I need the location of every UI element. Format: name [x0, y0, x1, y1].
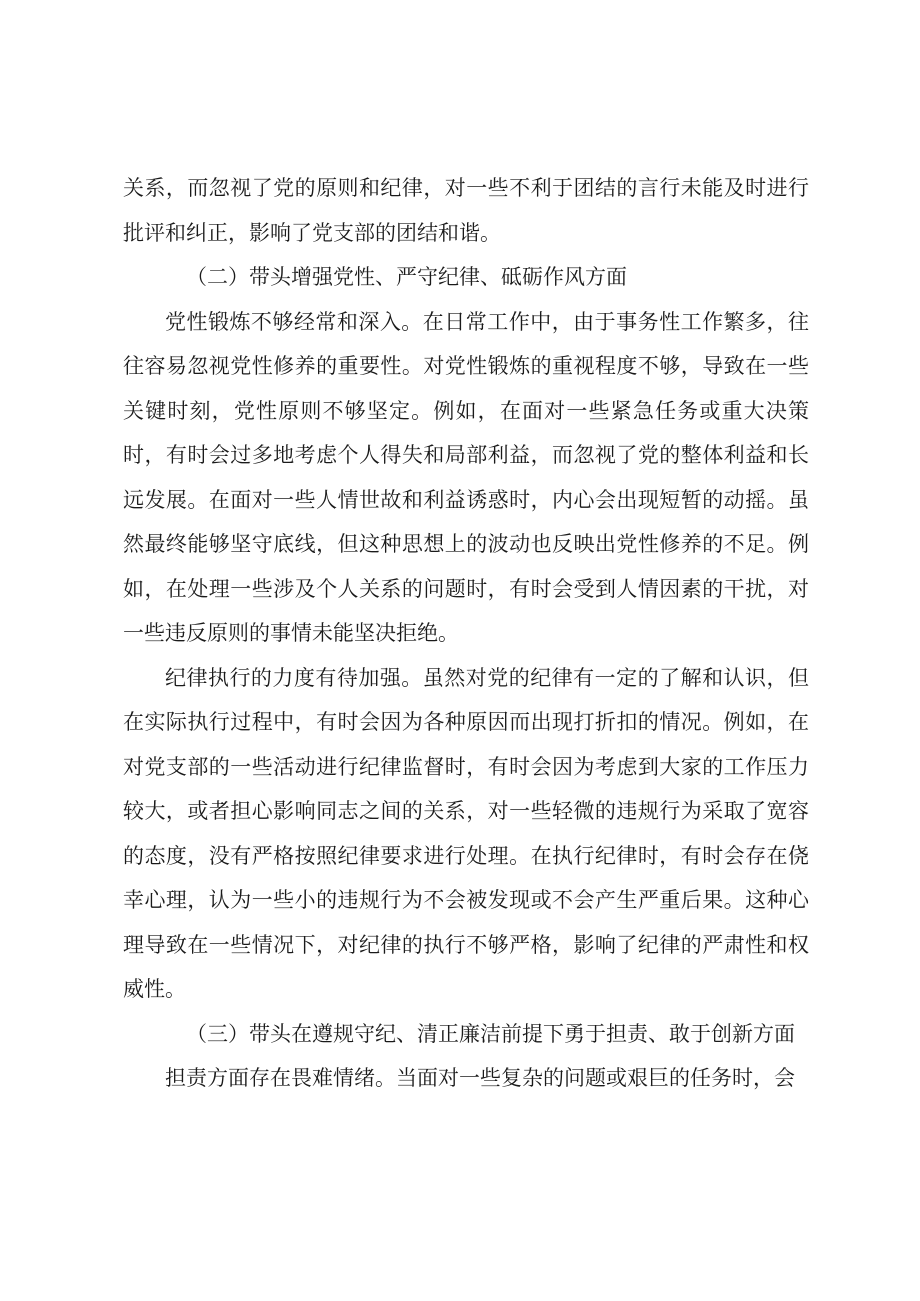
paragraph-party-spirit: 党性锻炼不够经常和深入。在日常工作中，由于事务性工作繁多，往往容易忽视党性修养的重要性。对党性锻炼的重视程度不够，导致在一些关键时刻，党性原则不够坚定。例如，在面对一些紧急任务或重大决策时，有时会过多地考虑个人得失和局部利益，而忽视了党的整体利益和长远发展。在面对一些人情世故和利益诱惑时，内心会出现短暂的动摇。虽然最终能够坚守底线，但这种思想上的波动也反映出党性修养的不足。例如，在处理一些涉及个人关系的问题时，有时会受到人情因素的干扰，对一些违反原则的事情未能坚决拒绝。: [123, 309, 809, 645]
document-body: [123, 166, 809, 1101]
section-heading-2: （二）带头增强党性、严守纪律、砥砺作风方面: [186, 265, 627, 289]
paragraph-continuation: 关系，而忽视了党的原则和纪律，对一些不利于团结的言行未能及时进行批评和纠正，影响了党支部的团结和谐。: [123, 176, 809, 245]
paragraph-discipline: 纪律执行的力度有待加强。虽然对党的纪律有一定的了解和认识，但在实际执行过程中，有时会因为各种原因而出现打折扣的情况。例如，在对党支部的一些活动进行纪律监督时，有时会因为考虑到大家的工作压力较大，或者担心影响同志之间的关系，对一些轻微的违规行为采取了宽容的态度，没有严格按照纪律要求进行处理。在执行纪律时，有时会存在侥幸心理，认为一些小的违规行为不会被发现或不会产生严重后果。这种心理导致在一些情况下，对纪律的执行不够严格，影响了纪律的严肃性和权威性。: [123, 665, 809, 1001]
paragraph-responsibility: 担责方面存在畏难情绪。当面对一些复杂的问题或艰巨的任务时，会: [165, 1066, 795, 1090]
section-heading-3: （三）带头在遵规守纪、清正廉洁前提下勇于担责、敢于创新方面: [186, 1021, 795, 1046]
